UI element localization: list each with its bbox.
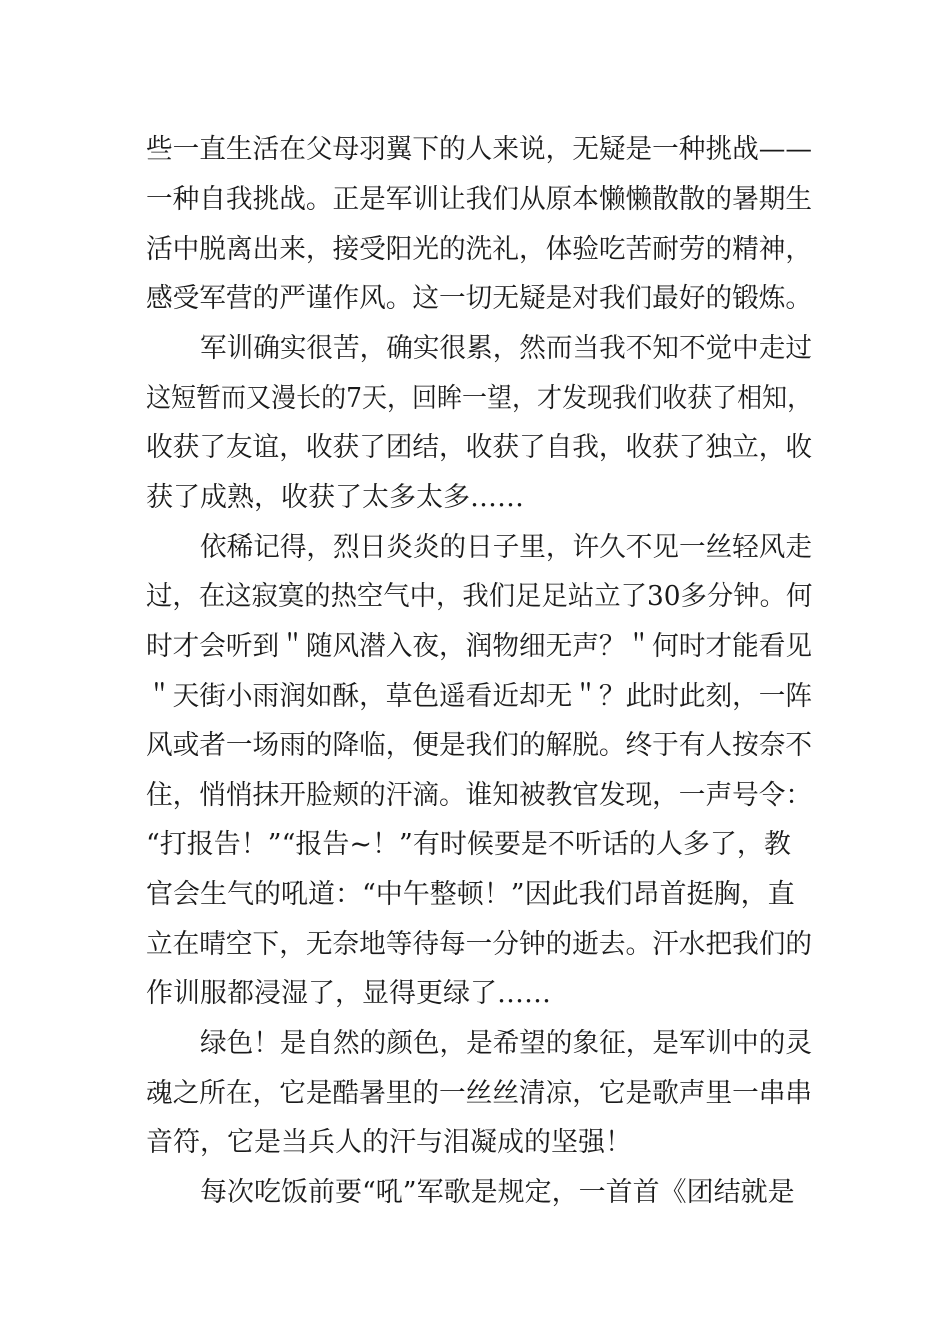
text-line: 获了成熟，收获了太多太多……	[146, 482, 524, 513]
text-line: 官会生气的吼道：“中午整顿！”因此我们昂首挺胸，直	[146, 879, 795, 910]
text-line: 作训服都浸湿了，显得更绿了……	[146, 978, 551, 1009]
text-line: 这短暂而又漫长的7天，回眸一望，才发现我们收获了相知，	[146, 383, 813, 414]
text-line: 住，悄悄抹开脸颊的汗滴。谁知被教官发现，一声号令：	[146, 780, 812, 811]
paragraph-first-line: 每次吃饭前要“吼”军歌是规定，一首首《团结就是	[200, 1177, 795, 1208]
text-line: 立在晴空下，无奈地等待每一分钟的逝去。汗水把我们的	[146, 929, 812, 960]
text-line: 时才会听到＂随风潜入夜，润物细无声？＂何时才能看见	[146, 631, 812, 662]
paragraph-first-line: 依稀记得，烈日炎炎的日子里，许久不见一丝轻风走	[200, 532, 812, 563]
text-line: 音符，它是当兵人的汗与泪凝成的坚强！	[146, 1127, 632, 1158]
text-line: 过，在这寂寞的热空气中，我们足足站立了30多分钟。何	[146, 581, 813, 612]
text-line: 风或者一场雨的降临，便是我们的解脱。终于有人按奈不	[146, 730, 812, 761]
text-line: ＂天街小雨润如酥，草色遥看近却无＂？此时此刻，一阵	[146, 681, 812, 712]
paragraph-first-line: 军训确实很苦，确实很累，然而当我不知不觉中走过	[200, 333, 812, 364]
text-line: 一种自我挑战。正是军训让我们从原本懒懒散散的暑期生	[146, 184, 812, 215]
text-line: 收获了友谊，收获了团结，收获了自我，收获了独立，收	[146, 432, 812, 463]
paragraph-first-line: 绿色！是自然的颜色，是希望的象征，是军训中的灵	[200, 1028, 812, 1059]
text-line: 些一直生活在父母羽翼下的人来说，无疑是一种挑战——	[146, 134, 812, 165]
text-line: 魂之所在，它是酷暑里的一丝丝清凉，它是歌声里一串串	[146, 1078, 812, 1109]
text-line: “打报告！”“报告~！”有时候要是不听话的人多了，教	[146, 829, 791, 860]
text-line: 活中脱离出来，接受阳光的洗礼，体验吃苦耐劳的精神，	[146, 234, 812, 265]
text-line: 感受军营的严谨作风。这一切无疑是对我们最好的锻炼。	[146, 283, 812, 314]
